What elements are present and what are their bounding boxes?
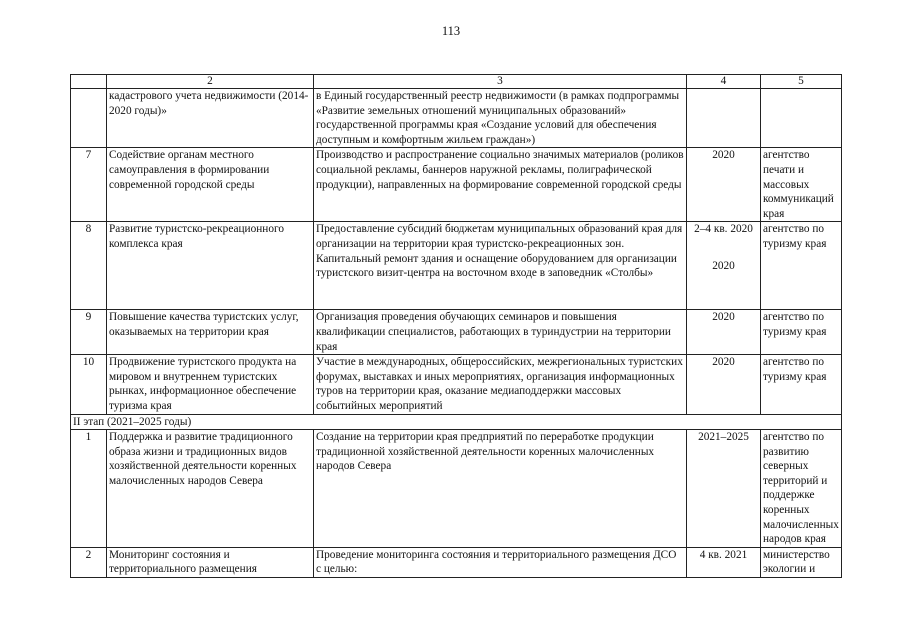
executor-cell: министерство экологии и bbox=[761, 547, 842, 577]
measure-actions bbox=[314, 148, 687, 222]
action-text: Предоставление субсидий бюджетам муниципальных образований края для организации на территории края туристско-рекреационных зон. bbox=[316, 223, 683, 250]
executor-cell: агентство по туризму края bbox=[761, 310, 842, 355]
stage-row bbox=[71, 414, 842, 430]
action-text: Создание на территории края предприятий по переработке продукции традиционной хозяйственной деятельности коренных малочисленных народов Севера bbox=[316, 431, 655, 473]
period-cell bbox=[687, 310, 761, 355]
measure-actions bbox=[314, 547, 687, 577]
measure-name: Повышение качества туристских услуг, оказываемых на территории края bbox=[107, 310, 314, 355]
executor-cell: агентство печати и массовых коммуникаций края bbox=[761, 148, 842, 222]
period-cell bbox=[687, 89, 761, 148]
action-text: в Единый государственный реестр недвижимости (в рамках подпрограммы «Развитие земельных отношений муниципальных образований» государственной программы края «Создание условий для обеспечения доступным и комфортным жильем граждан») bbox=[316, 90, 680, 146]
executor-cell: агентство по развитию северных территорий и поддержке коренных малочисленных народов края bbox=[761, 430, 842, 548]
row-number: 7 bbox=[71, 148, 107, 222]
header-cell-5: 5 bbox=[761, 75, 842, 89]
period-text: 2020 bbox=[712, 149, 735, 162]
stage-label: II этап (2021–2025 годы) bbox=[71, 414, 842, 430]
period-text: 2–4 кв. 2020 bbox=[694, 223, 753, 236]
period-text: 2020 bbox=[712, 356, 735, 369]
period-cell bbox=[687, 222, 761, 310]
measure-name: Поддержка и развитие традиционного образа жизни и традиционных видов хозяйственной деятельности коренных малочисленных народов Севера bbox=[107, 430, 314, 548]
measure-name: кадастрового учета недвижимости (2014-2020 годы)» bbox=[107, 89, 314, 148]
row-number bbox=[71, 89, 107, 148]
action-text: Проведение мониторинга состояния и территориального размещения ДСО с целью: bbox=[316, 548, 677, 576]
action-text: Участие в международных, общероссийских, межрегиональных туристских форумах, выставках и иных мероприятиях, организация информационных туров на территории края, оказание медиаподдержки массовых событийных мероприятий bbox=[316, 356, 683, 412]
document-table bbox=[70, 74, 842, 578]
table-row bbox=[71, 355, 842, 414]
header-cell-2: 2 bbox=[107, 75, 314, 89]
row-number: 8 bbox=[71, 222, 107, 310]
header-cell-3: 3 bbox=[314, 75, 687, 89]
table-row bbox=[71, 430, 842, 548]
period-text: 2020 bbox=[712, 259, 735, 272]
measure-actions bbox=[314, 430, 687, 548]
period-cell bbox=[687, 430, 761, 548]
table-row bbox=[71, 148, 842, 222]
action-text: Производство и распространение социально значимых материалов (роликов социальной рекламы, баннеров наружной рекламы, полиграфической продукции), направленных на формирование современной городской среды bbox=[316, 149, 684, 191]
row-number: 1 bbox=[71, 430, 107, 548]
table-row bbox=[71, 89, 842, 148]
action-text: Организация проведения обучающих семинаров и повышения квалификации специалистов, работающих в туриндустрии на территории края bbox=[316, 311, 671, 353]
executor-cell: агентство по туризму края bbox=[761, 355, 842, 414]
measure-actions bbox=[314, 89, 687, 148]
period-cell bbox=[687, 547, 761, 577]
period-text: 2021–2025 bbox=[698, 431, 749, 444]
measure-name: Продвижение туристского продукта на мировом и внутреннем туристских рынках, информационное обеспечение туризма края bbox=[107, 355, 314, 414]
table-header-row bbox=[71, 75, 842, 89]
header-cell-1 bbox=[71, 75, 107, 89]
table-row bbox=[71, 547, 842, 577]
period-cell bbox=[687, 355, 761, 414]
page-number: 113 bbox=[441, 24, 461, 38]
executor-cell bbox=[761, 89, 842, 148]
row-number: 10 bbox=[71, 355, 107, 414]
measure-actions bbox=[314, 355, 687, 414]
measure-name: Развитие туристско-рекреационного комплекса края bbox=[107, 222, 314, 310]
executor-cell: агентство по туризму края bbox=[761, 222, 842, 310]
period-text: 4 кв. 2021 bbox=[699, 548, 748, 561]
header-cell-4: 4 bbox=[687, 75, 761, 89]
action-text: Капитальный ремонт здания и оснащение оборудованием для организации туристского визит-центра на восточном входе в заповедник «Столбы» bbox=[316, 252, 677, 280]
period-cell bbox=[687, 148, 761, 222]
period-text: 2020 bbox=[712, 311, 735, 324]
measure-name: Мониторинг состояния и территориального размещения bbox=[107, 547, 314, 577]
row-number: 2 bbox=[71, 547, 107, 577]
measure-actions bbox=[314, 222, 687, 310]
measure-name: Содействие органам местного самоуправления в формировании современной городской среды bbox=[107, 148, 314, 222]
measure-actions bbox=[314, 310, 687, 355]
table-row bbox=[71, 310, 842, 355]
row-number: 9 bbox=[71, 310, 107, 355]
table-row bbox=[71, 222, 842, 310]
